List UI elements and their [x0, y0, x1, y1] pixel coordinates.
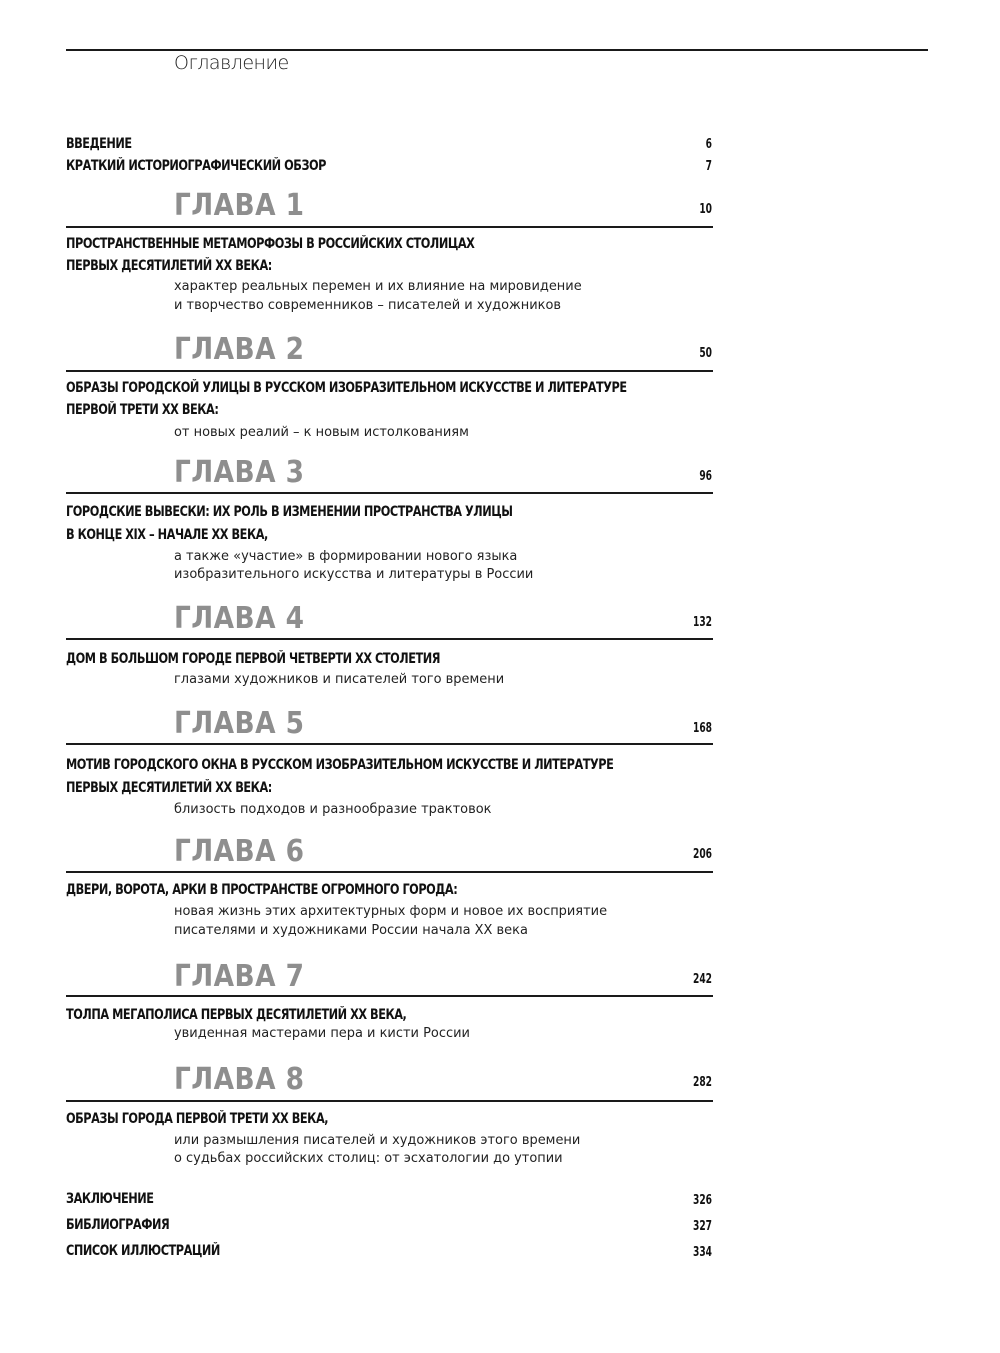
chapter-label[interactable]: ГЛАВА 3 [174, 455, 305, 490]
chapter-rule [66, 492, 713, 494]
chapter-title-line: ПЕРВОЙ ТРЕТИ XX ВЕКА: [66, 402, 219, 418]
chapter-title-line: ОБРАЗЫ ГОРОДА ПЕРВОЙ ТРЕТИ XX ВЕКА, [66, 1111, 329, 1127]
back-entry-bibliography[interactable]: БИБЛИОГРАФИЯ [66, 1217, 170, 1233]
chapter-subtitle-line: изобразительного искусства и литературы в России [174, 566, 534, 582]
chapter-subtitle-line: о судьбах российских столиц: от эсхатологии до утопии [174, 1150, 563, 1166]
chapter-subtitle-line: а также «участие» в формировании нового языка [174, 548, 518, 564]
chapter-label[interactable]: ГЛАВА 1 [174, 188, 305, 223]
chapter-title-line: ДОМ В БОЛЬШОМ ГОРОДЕ ПЕРВОЙ ЧЕТВЕРТИ XX СТОЛЕТИЯ [66, 651, 440, 667]
front-page-introduction: 6 [705, 137, 712, 152]
front-page-historiography: 7 [705, 159, 712, 174]
chapter-rule [66, 226, 713, 228]
chapter-label[interactable]: ГЛАВА 2 [174, 332, 305, 367]
chapter-title-line: ДВЕРИ, ВОРОТА, АРКИ В ПРОСТРАНСТВЕ ОГРОМНОГО ГОРОДА: [66, 882, 458, 898]
chapter-page: 132 [693, 615, 712, 630]
chapter-title-line: ОБРАЗЫ ГОРОДСКОЙ УЛИЦЫ В РУССКОМ ИЗОБРАЗИТЕЛЬНОМ ИСКУССТВЕ И ЛИТЕРАТУРЕ [66, 380, 627, 396]
chapter-title-line: ТОЛПА МЕГАПОЛИСА ПЕРВЫХ ДЕСЯТИЛЕТИЙ XX ВЕКА, [66, 1007, 407, 1023]
chapter-rule [66, 871, 713, 873]
chapter-label[interactable]: ГЛАВА 7 [174, 959, 305, 994]
chapter-subtitle-line: и творчество современников – писателей и художников [174, 297, 562, 313]
chapter-title-line: ПРОСТРАНСТВЕННЫЕ МЕТАМОРФОЗЫ В РОССИЙСКИХ СТОЛИЦАХ [66, 236, 475, 252]
chapter-label[interactable]: ГЛАВА 5 [174, 706, 305, 741]
chapter-title-line: МОТИВ ГОРОДСКОГО ОКНА В РУССКОМ ИЗОБРАЗИТЕЛЬНОМ ИСКУССТВЕ И ЛИТЕРАТУРЕ [66, 757, 614, 773]
chapter-subtitle-line: писателями и художниками России начала XX века [174, 922, 528, 938]
chapter-page: 168 [693, 721, 712, 736]
back-page-conclusion: 326 [693, 1193, 712, 1208]
chapter-label[interactable]: ГЛАВА 8 [174, 1062, 305, 1097]
back-entry-conclusion[interactable]: ЗАКЛЮЧЕНИЕ [66, 1191, 154, 1207]
chapter-subtitle-line: увиденная мастерами пера и кисти России [174, 1025, 470, 1041]
back-page-bibliography: 327 [693, 1219, 712, 1234]
chapter-subtitle-line: новая жизнь этих архитектурных форм и новое их восприятие [174, 903, 608, 919]
chapter-page: 50 [699, 346, 712, 361]
chapter-subtitle-line: или размышления писателей и художников этого времени [174, 1132, 581, 1148]
chapter-page: 282 [693, 1075, 712, 1090]
chapter-title-line: ПЕРВЫХ ДЕСЯТИЛЕТИЙ XX ВЕКА: [66, 780, 272, 796]
chapter-title-line: ПЕРВЫХ ДЕСЯТИЛЕТИЙ XX ВЕКА: [66, 258, 272, 274]
front-entry-introduction[interactable]: ВВЕДЕНИЕ [66, 136, 132, 152]
back-entry-illustrations[interactable]: СПИСОК ИЛЛЮСТРАЦИЙ [66, 1243, 220, 1259]
chapter-rule [66, 743, 713, 745]
chapter-page: 242 [693, 972, 712, 987]
chapter-subtitle-line: характер реальных перемен и их влияние на мировидение [174, 278, 582, 294]
top-rule [66, 49, 928, 51]
chapter-label[interactable]: ГЛАВА 6 [174, 834, 305, 869]
chapter-subtitle-line: близость подходов и разнообразие трактовок [174, 801, 492, 817]
chapter-rule [66, 370, 713, 372]
back-page-illustrations: 334 [693, 1245, 712, 1260]
chapter-subtitle-line: от новых реалий – к новым истолкованиям [174, 424, 469, 440]
chapter-rule [66, 1100, 713, 1102]
chapter-label[interactable]: ГЛАВА 4 [174, 601, 305, 636]
chapter-title-line: В КОНЦЕ XIX – НАЧАЛЕ XX ВЕКА, [66, 527, 268, 543]
chapter-subtitle-line: глазами художников и писателей того времени [174, 671, 505, 687]
chapter-rule [66, 638, 713, 640]
chapter-rule [66, 995, 713, 997]
chapter-page: 96 [699, 469, 712, 484]
chapter-page: 206 [693, 847, 712, 862]
chapter-page: 10 [699, 202, 712, 217]
chapter-title-line: ГОРОДСКИЕ ВЫВЕСКИ: ИХ РОЛЬ В ИЗМЕНЕНИИ ПРОСТРАНСТВА УЛИЦЫ [66, 504, 513, 520]
front-entry-historiography[interactable]: КРАТКИЙ ИСТОРИОГРАФИЧЕСКИЙ ОБЗОР [66, 158, 326, 174]
toc-title: Оглавление [174, 52, 289, 74]
